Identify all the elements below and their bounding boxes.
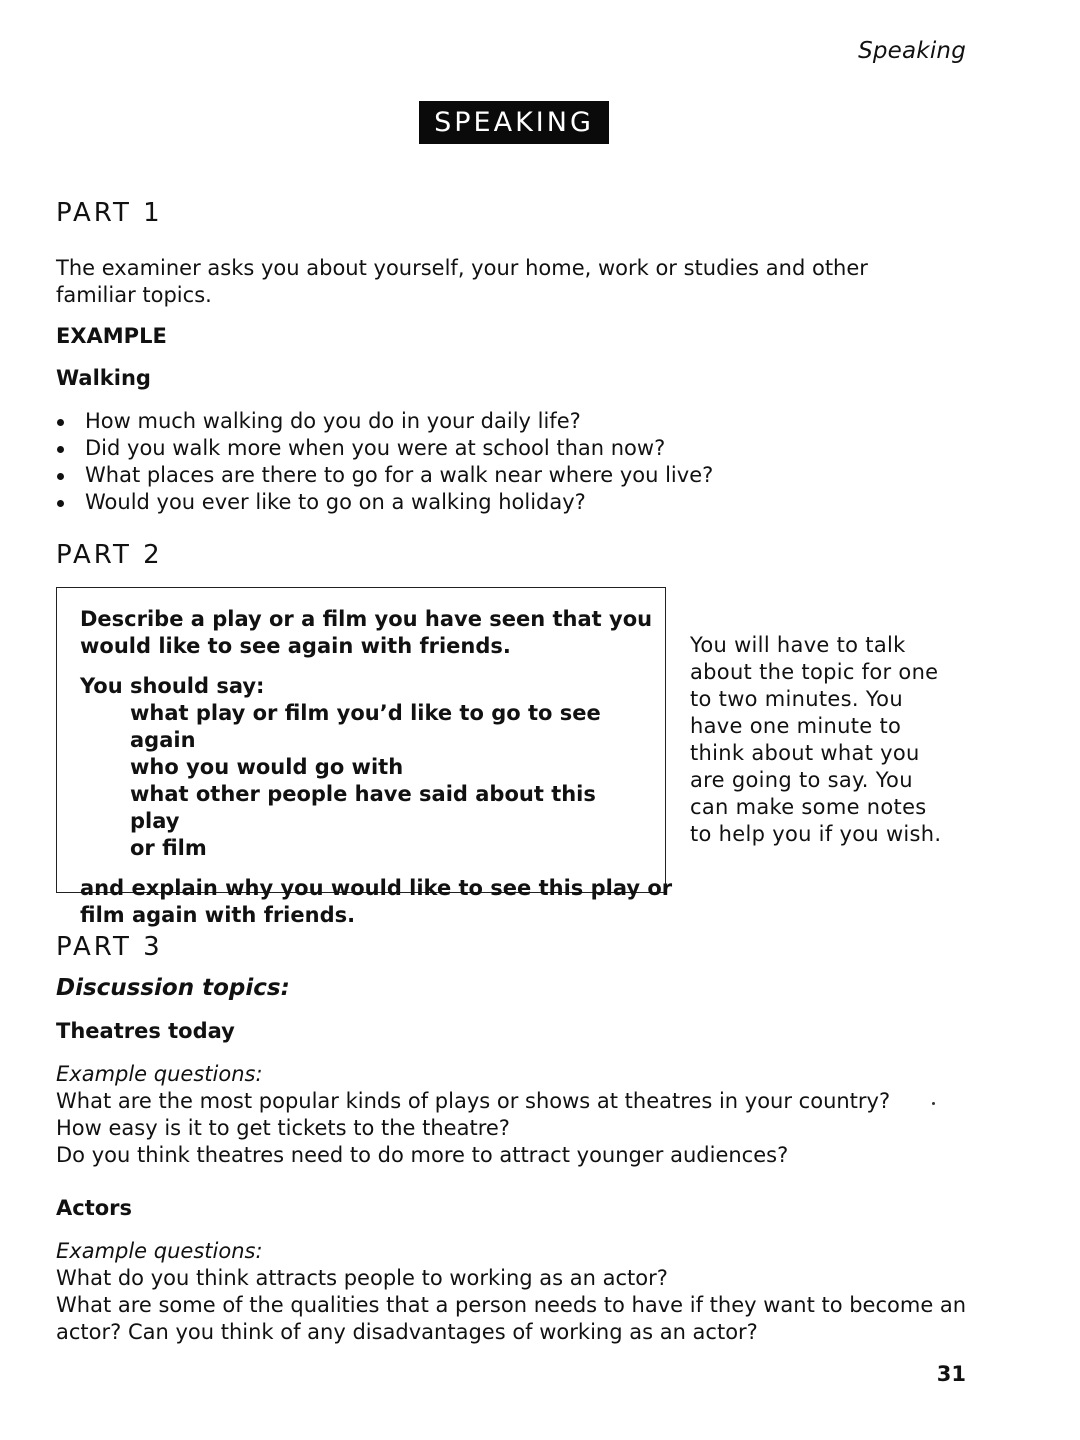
- part-1-intro-line: The examiner asks you about yourself, your home, work or studies and other: [56, 256, 868, 280]
- part-1-intro: [56, 255, 868, 309]
- task-card: [56, 587, 673, 927]
- topic-title-actors: Actors: [56, 1196, 133, 1220]
- example-questions-label: Example questions:: [56, 1239, 263, 1263]
- note-line: You will have to talk: [690, 633, 906, 657]
- list-item: who you would go with: [130, 755, 404, 779]
- question-line: actor? Can you think of any disadvantages of working as an actor?: [56, 1320, 758, 1344]
- question-line: What are some of the qualities that a person needs to have if they want to become an: [56, 1293, 967, 1317]
- question-text: What places are there to go for a walk near where you live?: [85, 463, 714, 487]
- part-2-heading: PART 2: [56, 540, 163, 570]
- note-line: have one minute to: [690, 714, 902, 738]
- section-banner: SPEAKING: [419, 101, 609, 144]
- question-text: Would you ever like to go on a walking holiday?: [85, 490, 586, 514]
- question-line: Do you think theatres need to do more to attract younger audiences?: [56, 1143, 789, 1167]
- question-line: What do you think attracts people to working as an actor?: [56, 1266, 668, 1290]
- list-item: [56, 408, 713, 435]
- question-line: How easy is it to get tickets to the theatre?: [56, 1116, 510, 1140]
- task-card-prompt-line: Describe a play or a film you have seen that you: [80, 607, 653, 631]
- task-card-content: [80, 606, 673, 929]
- question-text: How much walking do you do in your daily life?: [85, 409, 581, 433]
- task-card-closing: [80, 875, 673, 929]
- stray-mark: [932, 1102, 935, 1105]
- page-number: 31: [936, 1362, 966, 1386]
- example-questions-label: Example questions:: [56, 1062, 263, 1086]
- topic-title-theatres-today: Theatres today: [56, 1019, 235, 1043]
- list-item: what other people have said about this play: [130, 782, 596, 833]
- theatres-today-questions: [56, 1061, 890, 1169]
- task-card-closing-line: film again with friends.: [80, 903, 356, 927]
- list-item: [56, 462, 713, 489]
- task-card-closing-line: and explain why you would like to see this play or: [80, 876, 673, 900]
- bullet-icon: [57, 473, 64, 480]
- list-item: [56, 489, 713, 516]
- note-line: think about what you: [690, 741, 920, 765]
- topic-title-walking: Walking: [56, 366, 151, 390]
- running-head: Speaking: [858, 38, 966, 64]
- note-line: to help you if you wish.: [690, 822, 942, 846]
- task-card-prompt-line: would like to see again with friends.: [80, 634, 511, 658]
- list-item: what play or film you’d like to go to see again: [130, 701, 601, 752]
- bullet-icon: [57, 419, 64, 426]
- part-1-heading: PART 1: [56, 198, 163, 228]
- question-text: Did you walk more when you were at school than now?: [85, 436, 666, 460]
- list-item: or film: [130, 836, 207, 860]
- note-line: can make some notes: [690, 795, 927, 819]
- note-line: to two minutes. You: [690, 687, 903, 711]
- note-line: are going to say. You: [690, 768, 913, 792]
- bullet-icon: [57, 446, 64, 453]
- example-label: EXAMPLE: [56, 324, 167, 348]
- note-line: about the topic for one: [690, 660, 939, 684]
- part-2-instructions-note: [690, 632, 960, 848]
- discussion-topics-label: Discussion topics:: [56, 975, 290, 1001]
- list-item: [56, 435, 713, 462]
- part-1-question-list: [56, 408, 713, 516]
- question-line: What are the most popular kinds of plays or shows at theatres in your country?: [56, 1089, 891, 1113]
- task-card-points: [80, 700, 650, 862]
- task-card-should-say: You should say:: [80, 674, 265, 698]
- part-3-heading: PART 3: [56, 932, 163, 962]
- task-card-prompt: [80, 606, 653, 660]
- part-1-intro-line: familiar topics.: [56, 283, 212, 307]
- actors-questions: [56, 1238, 966, 1346]
- bullet-icon: [57, 500, 64, 507]
